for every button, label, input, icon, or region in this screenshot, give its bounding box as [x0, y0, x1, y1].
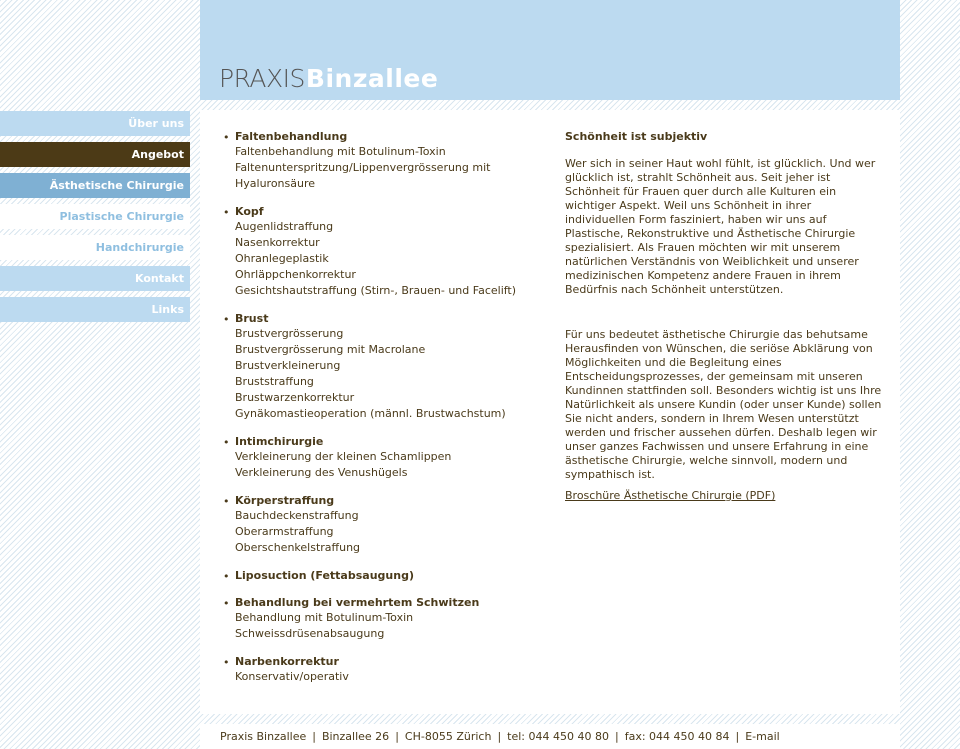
category-item[interactable]: Ohrläppchenkorrektur	[235, 268, 356, 281]
sidebar-nav	[0, 111, 190, 328]
bullet-icon: •	[223, 131, 230, 144]
bullet-icon: •	[223, 313, 230, 326]
category-item[interactable]: Behandlung mit Botulinum-Toxin	[235, 611, 414, 624]
treatment-category	[220, 596, 540, 642]
category-item[interactable]: Konservativ/operativ	[235, 670, 349, 683]
footer-email-link[interactable]: E-mail	[745, 730, 780, 743]
category-item[interactable]: Brustvergrösserung	[235, 327, 344, 340]
category-item[interactable]: Brustverkleinerung	[235, 359, 341, 372]
nav-item-aesthetische-chirurgie[interactable]: Ästhetische Chirurgie	[0, 173, 190, 198]
treatment-category	[220, 205, 540, 299]
bullet-icon: •	[223, 656, 230, 669]
category-item[interactable]: Brustvergrösserung mit Macrolane	[235, 343, 426, 356]
treatment-category	[220, 569, 540, 583]
category-item[interactable]: Faltenbehandlung mit Botulinum-Toxin	[235, 145, 446, 158]
nav-item-angebot[interactable]: Angebot	[0, 142, 190, 167]
footer-name: Praxis Binzallee	[220, 730, 307, 743]
category-item[interactable]: Brustwarzenkorrektur	[235, 391, 355, 404]
bullet-icon: •	[223, 597, 230, 610]
header-banner	[200, 0, 900, 100]
footer-separator: |	[395, 730, 399, 743]
treatment-category	[220, 312, 540, 422]
category-item[interactable]: Nasenkorrektur	[235, 236, 320, 249]
category-item[interactable]: Verkleinerung des Venushügels	[235, 466, 408, 479]
footer-street: Binzallee 26	[321, 730, 390, 743]
nav-item-ueber-uns[interactable]: Über uns	[0, 111, 190, 136]
category-item[interactable]: Bruststraffung	[235, 375, 314, 388]
category-title[interactable]: Narbenkorrektur	[235, 655, 339, 668]
intro-text	[565, 130, 883, 503]
footer	[200, 724, 900, 749]
main-content	[200, 110, 900, 714]
category-item[interactable]: Gynäkomastieoperation (männl. Brustwachstum)	[235, 407, 506, 420]
footer-tel: tel: 044 450 40 80	[507, 730, 609, 743]
treatment-category	[220, 435, 540, 481]
footer-fax: fax: 044 450 40 84	[624, 730, 730, 743]
nav-item-plastische-chirurgie[interactable]: Plastische Chirurgie	[0, 204, 190, 229]
category-item[interactable]: Oberarmstraffung	[235, 525, 334, 538]
category-title[interactable]: Kopf	[235, 205, 264, 218]
category-item[interactable]: Oberschenkelstraffung	[235, 541, 361, 554]
category-item[interactable]: Gesichtshautstraffung (Stirn-, Brauen- und Facelift)	[235, 284, 517, 297]
footer-separator: |	[312, 730, 316, 743]
footer-city: CH-8055 Zürich	[404, 730, 492, 743]
bullet-icon: •	[223, 495, 230, 508]
nav-item-kontakt[interactable]: Kontakt	[0, 266, 190, 291]
treatment-list	[220, 130, 540, 698]
category-title[interactable]: Behandlung bei vermehrtem Schwitzen	[235, 596, 480, 609]
category-item[interactable]: Augenlidstraffung	[235, 220, 334, 233]
logo-binzallee: Binzallee	[305, 64, 439, 93]
footer-separator: |	[614, 730, 619, 743]
content-paragraph-2: Für uns bedeutet ästhetische Chirurgie das behutsame Herausfinden von Wünschen, die seriöse Abklärung von Möglichkeiten und die Begleitung eines Entscheidungsprozesses, der gemeinsam mit unseren Kundinnen stattfinden soll. Besonders wichtig ist uns Ihre Natürlichkeit als unsere Kundin (oder unser Kunde) sollen Sie nicht anders, sondern in Ihrem Wesen unterstützt werden und frischer aussehen dürfen. Deshalb legen wir unser ganzes Fachwissen und unsere Erfahrung in eine ästhetische Chirurgie, welche sinnvoll, modern und sympathisch ist.	[565, 328, 882, 481]
logo-praxis: PRAXIS	[219, 64, 305, 93]
treatment-category	[220, 655, 540, 685]
category-item[interactable]: Schweissdrüsenabsaugung	[235, 627, 385, 640]
brochure-link[interactable]: Broschüre Ästhetische Chirurgie (PDF)	[565, 489, 776, 502]
category-item[interactable]: Verkleinerung der kleinen Schamlippen	[235, 450, 452, 463]
nav-item-handchirurgie[interactable]: Handchirurgie	[0, 235, 190, 260]
bullet-icon: •	[223, 570, 230, 583]
bullet-icon: •	[223, 436, 230, 449]
category-item[interactable]: Ohranlegeplastik	[235, 252, 329, 265]
treatment-category	[220, 494, 540, 556]
content-paragraph-1: Wer sich in seiner Haut wohl fühlt, ist glücklich. Und wer glücklich ist, strahlt Schönheit aus. Seit jeher ist Schönheit für Frauen quer durch alle Kulturen ein wichtiger Aspekt. Weil uns Schönheit in ihrer individuellen Form fasziniert, haben wir uns auf Plastische, Rekonstruktive und Ästhetische Chirurgie spezialisiert. Als Frauen möchten wir mit unserem natürlichen Verständnis von Weiblichkeit und unserer medizinischen Kompetenz andere Frauen in ihrem Bedürfnis nach Schönheit unterstützen.	[565, 157, 876, 296]
category-title[interactable]: Faltenbehandlung	[235, 130, 348, 143]
logo[interactable]	[219, 64, 438, 94]
footer-separator: |	[735, 730, 740, 743]
nav-item-links[interactable]: Links	[0, 297, 190, 322]
category-item[interactable]: Faltenunterspritzung/Lippenvergrösserung mit Hyaluronsäure	[235, 161, 491, 190]
category-title[interactable]: Intimchirurgie	[235, 435, 324, 448]
category-title[interactable]: Körperstraffung	[235, 494, 335, 507]
category-title[interactable]: Liposuction (Fettabsaugung)	[235, 569, 414, 582]
bullet-icon: •	[223, 206, 230, 219]
category-title[interactable]: Brust	[235, 312, 269, 325]
content-heading: Schönheit ist subjektiv	[565, 130, 708, 143]
category-item[interactable]: Bauchdeckenstraffung	[235, 509, 359, 522]
treatment-category	[220, 130, 540, 192]
footer-separator: |	[497, 730, 502, 743]
